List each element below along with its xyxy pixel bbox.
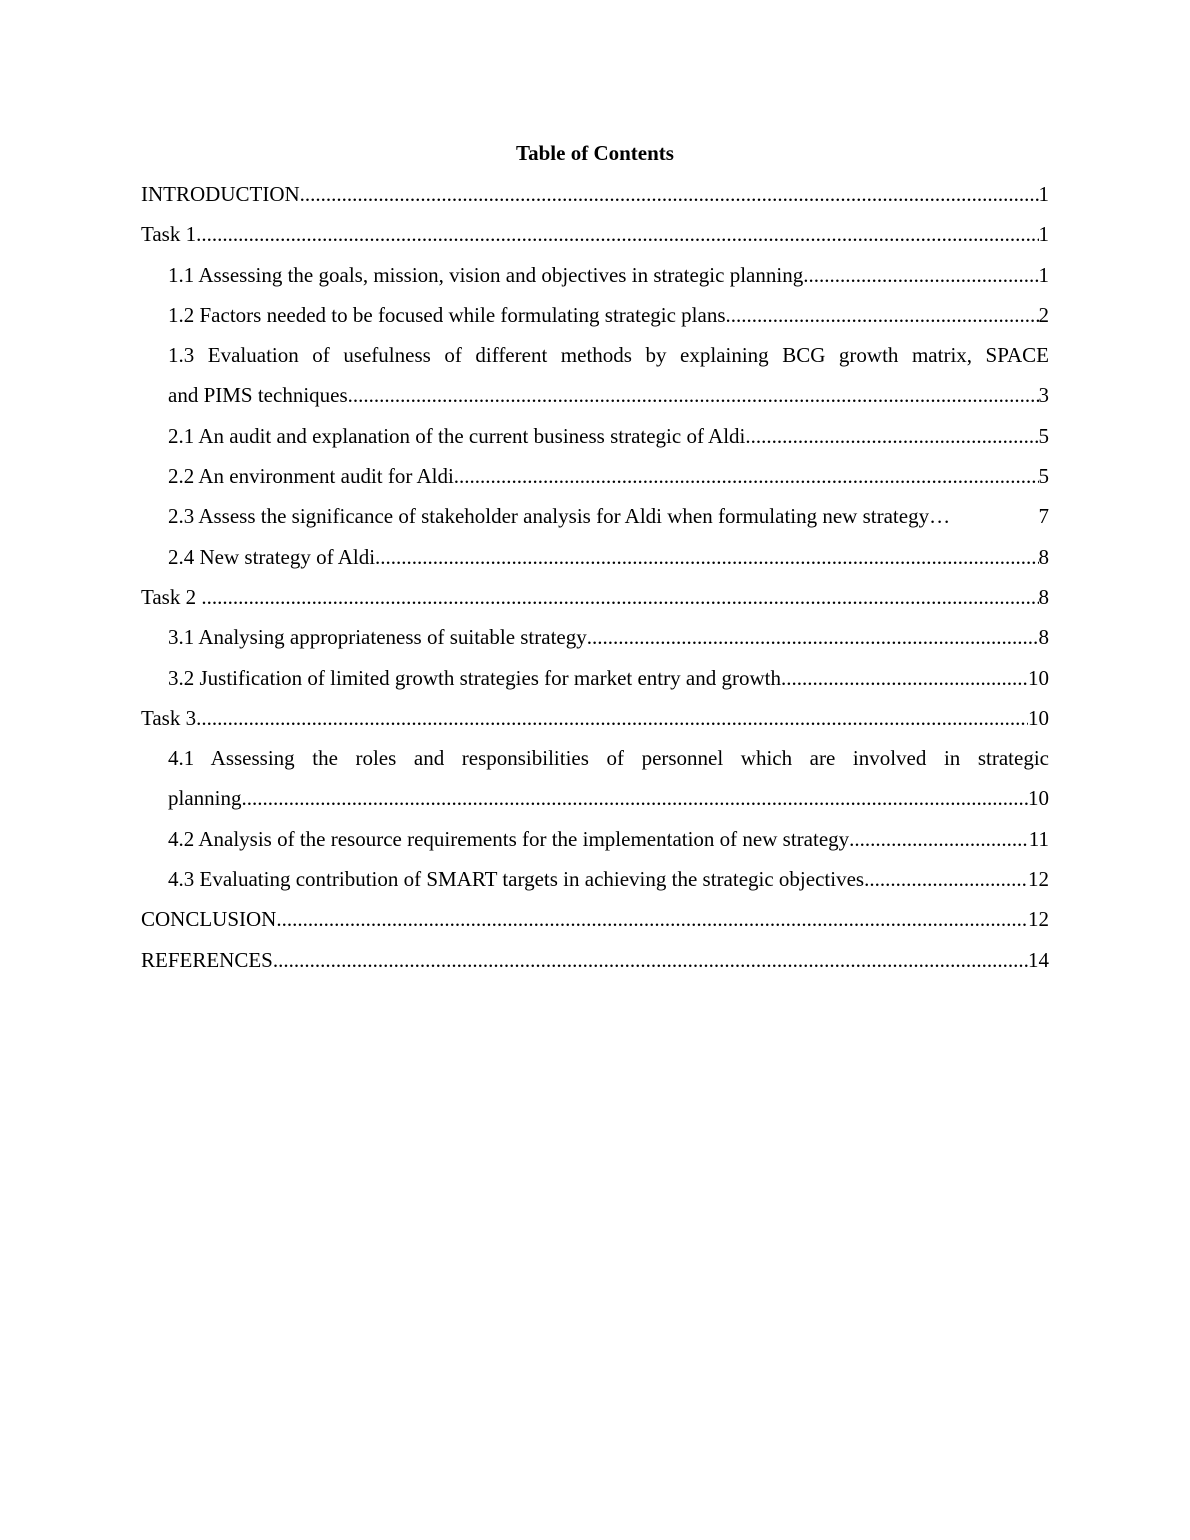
toc-entry-3-1[interactable] — [141, 621, 1049, 661]
toc-page-number: 5 — [1038, 464, 1049, 489]
toc-page-number: 12 — [1028, 907, 1049, 932]
toc-entry-label: INTRODUCTION — [141, 182, 300, 206]
toc-entry-label: 4.1 Assessing the roles and responsibilities of personnel which are involved in strategic — [168, 746, 1049, 771]
toc-page-number: 8 — [1038, 625, 1049, 650]
toc-entry-label: 1.1 Assessing the goals, mission, vision and objectives in strategic planning — [168, 262, 804, 287]
toc-entry-1-2[interactable] — [141, 299, 1049, 339]
toc-entry-4-3[interactable] — [141, 863, 1049, 903]
dot-leader — [300, 178, 1039, 211]
toc-entry-2-1[interactable] — [141, 420, 1049, 460]
toc-page-number: 12 — [1028, 867, 1049, 892]
toc-entry-label: 3.1 Analysing appropriateness of suitable strategy — [168, 625, 587, 650]
dot-leader — [196, 702, 1028, 735]
toc-entry-label: REFERENCES — [141, 947, 273, 972]
toc-entry-references[interactable] — [141, 944, 1049, 984]
dot-leader — [781, 662, 1028, 695]
dot-leader — [803, 259, 1038, 292]
toc-page-number: 3 — [1038, 383, 1049, 408]
toc-entry-label: 4.3 Evaluating contribution of SMART targets in achieving the strategic objectives — [168, 867, 865, 892]
toc-page-number: 2 — [1038, 302, 1049, 327]
toc-entry-1-3-line-1[interactable] — [141, 339, 1049, 379]
dot-leader — [849, 823, 1029, 856]
toc-entry-2-3[interactable] — [141, 500, 1049, 540]
toc-entry-label: Task 2 — [141, 584, 202, 609]
toc-page-number: 10 — [1028, 705, 1049, 730]
toc-entry-1-1[interactable] — [141, 259, 1049, 299]
toc-entry-1-3-line-2[interactable] — [141, 379, 1049, 419]
toc-entry-introduction[interactable] — [141, 178, 1049, 218]
table-of-contents — [141, 178, 1049, 984]
toc-entry-task-2[interactable] — [141, 581, 1049, 621]
toc-entry-task-1[interactable] — [141, 218, 1049, 258]
toc-entry-4-1-line-1[interactable] — [141, 742, 1049, 782]
toc-entry-2-2[interactable] — [141, 460, 1049, 500]
dot-leader — [201, 581, 1038, 614]
dot-leader — [454, 460, 1039, 493]
toc-page-number: 10 — [1028, 665, 1049, 690]
toc-entry-label: 2.1 An audit and explanation of the current business strategic of Aldi — [168, 423, 746, 448]
toc-entry-label: 1.2 Factors needed to be focused while formulating strategic plans — [168, 302, 726, 327]
dot-leader — [745, 420, 1038, 453]
toc-entry-label: 2.4 New strategy of Aldi — [168, 544, 376, 569]
toc-page-number: 11 — [1028, 826, 1049, 851]
toc-page-number: 10 — [1028, 786, 1049, 811]
toc-entry-label: 1.3 Evaluation of usefulness of different methods by explaining BCG growth matrix, SPACE — [168, 343, 1049, 368]
toc-entry-4-2[interactable] — [141, 823, 1049, 863]
toc-entry-label: Task 3 — [141, 705, 197, 730]
toc-entry-task-3[interactable] — [141, 702, 1049, 742]
ellipsis-leader — [929, 500, 950, 533]
dot-leader — [348, 379, 1039, 412]
dot-leader — [864, 863, 1028, 896]
toc-entry-label: and PIMS techniques — [168, 383, 348, 408]
toc-entry-3-2[interactable] — [141, 662, 1049, 702]
toc-page-number: 7 — [1038, 504, 1049, 529]
toc-entry-label: 3.2 Justification of limited growth strategies for market entry and growth — [168, 665, 781, 690]
toc-entry-label: planning — [168, 786, 242, 811]
dot-leader — [276, 903, 1028, 936]
dot-leader — [375, 541, 1038, 574]
toc-page-number: 14 — [1028, 947, 1049, 972]
toc-entry-label: Task 1 — [141, 222, 197, 247]
dot-leader — [726, 299, 1039, 332]
toc-entry-label: 2.3 Assess the significance of stakeholder analysis for Aldi when formulating new strategy — [168, 504, 930, 529]
toc-page-number: 5 — [1038, 423, 1049, 448]
toc-entry-2-4[interactable] — [141, 541, 1049, 581]
toc-page-number: 1 — [1038, 182, 1049, 206]
toc-entry-conclusion[interactable] — [141, 903, 1049, 943]
dot-leader — [196, 218, 1038, 251]
toc-title: Table of Contents — [516, 141, 674, 165]
toc-entry-4-1-line-2[interactable] — [141, 782, 1049, 822]
dot-leader — [587, 621, 1039, 654]
toc-page-number: 1 — [1038, 222, 1049, 247]
toc-entry-label: 4.2 Analysis of the resource requirements for the implementation of new strategy — [168, 826, 850, 851]
toc-entry-label: CONCLUSION — [141, 907, 277, 932]
toc-page-number: 1 — [1038, 262, 1049, 287]
toc-entry-label: 2.2 An environment audit for Aldi — [168, 464, 454, 489]
dot-leader — [242, 782, 1029, 815]
toc-page-number: 8 — [1038, 544, 1049, 569]
toc-page-number: 8 — [1038, 584, 1049, 609]
dot-leader — [273, 944, 1028, 977]
